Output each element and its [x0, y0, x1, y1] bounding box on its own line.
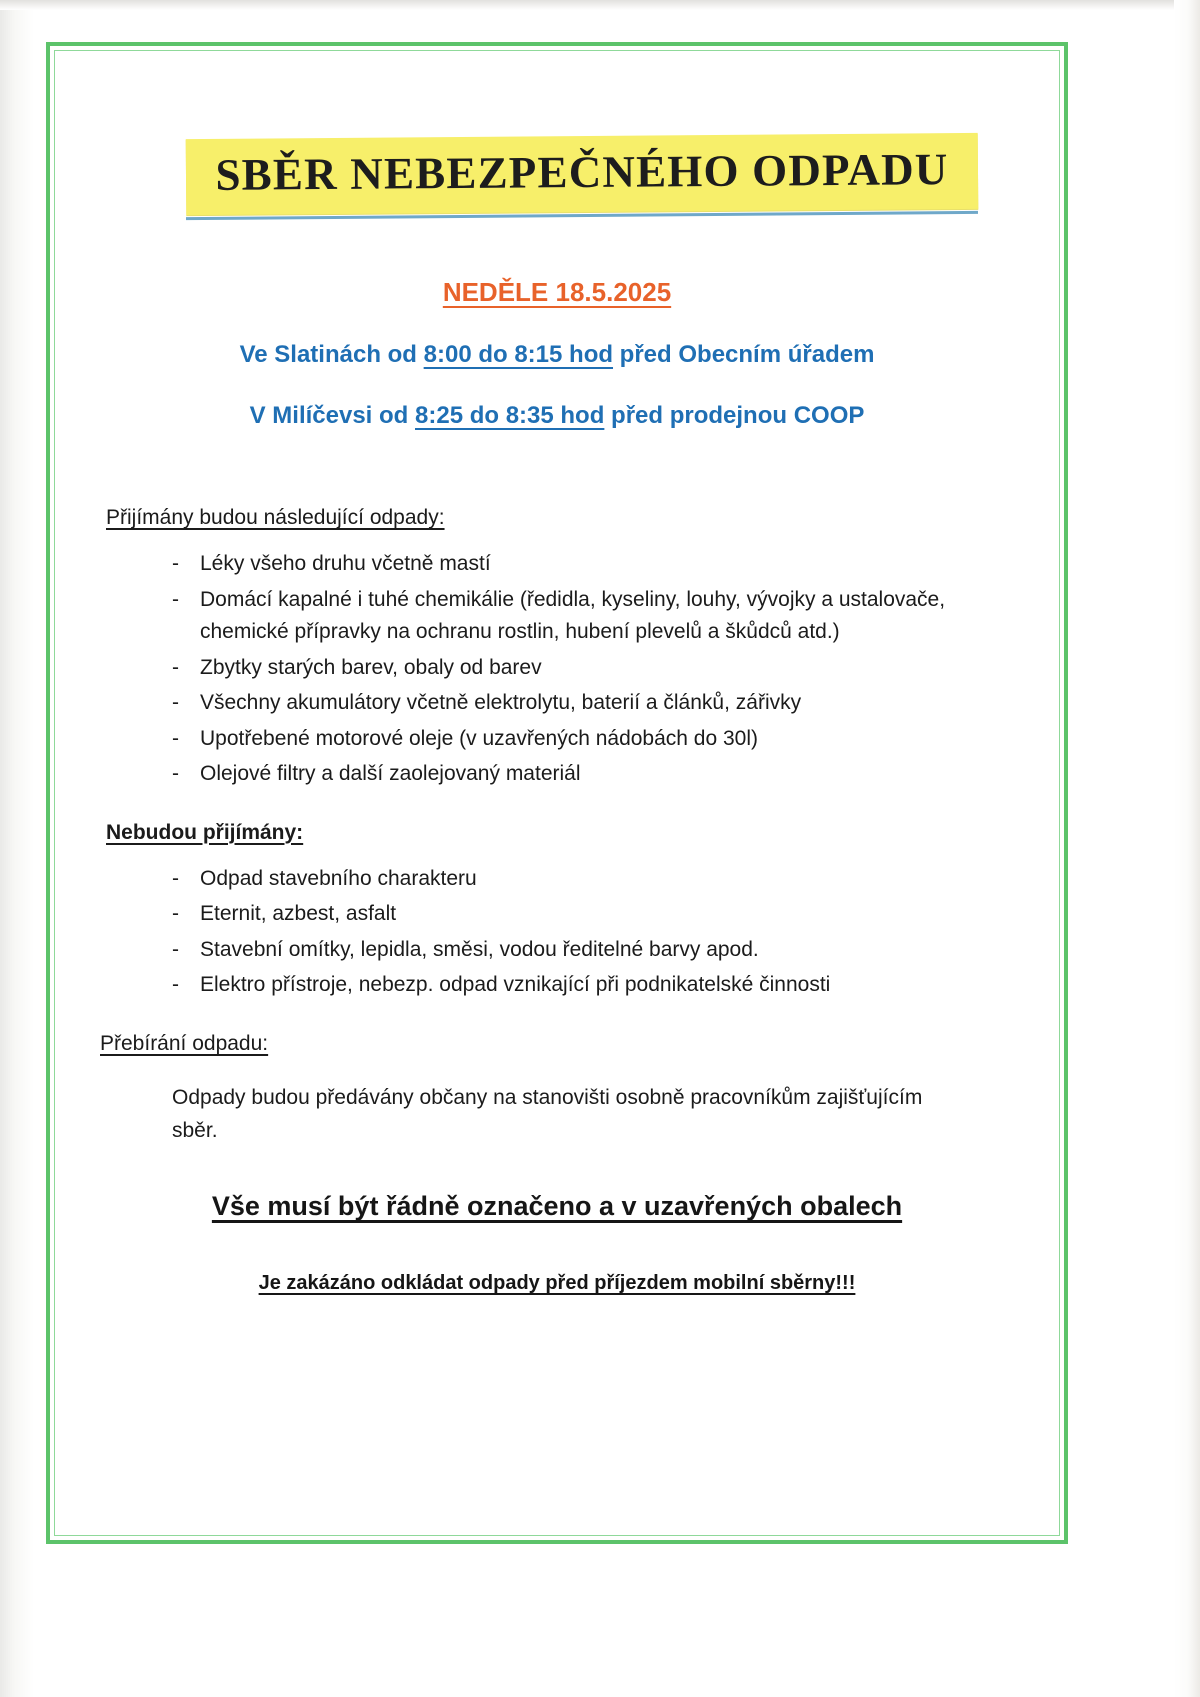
scan-top-edge-shadow — [0, 0, 1200, 10]
list-item: - Odpad stavebního charakteru — [172, 863, 974, 896]
title-highlight-band — [186, 133, 979, 215]
location-suffix: před Obecním úřadem — [613, 341, 875, 368]
location-prefix: Ve Slatinách od — [239, 341, 424, 368]
secondary-notice: Je zakázáno odkládat odpady před příjezdem mobilní sběrny!!! — [258, 1272, 856, 1295]
handover-heading-wrap — [100, 1032, 1014, 1056]
list-item: - Olejové filtry a další zaolejovaný materiál — [172, 758, 974, 791]
secondary-notice-row — [100, 1272, 1014, 1295]
accepted-heading-wrap — [106, 506, 1014, 530]
location-row-slatiny — [100, 341, 1014, 369]
rejected-waste-list — [100, 863, 1014, 1002]
page-title: SBĚR NEBEZPEČNÉHO ODPADU — [215, 144, 949, 200]
primary-notice-row — [100, 1191, 1014, 1222]
list-item: - Zbytky starých barev, obaly od barev — [172, 652, 974, 685]
accepted-waste-heading: Přijímány budou následující odpady: — [106, 506, 445, 529]
accepted-waste-list — [100, 548, 1014, 791]
location-time: 8:25 do 8:35 hod — [415, 402, 605, 429]
list-item: - Všechny akumulátory včetně elektrolytu, baterií a článků, zářivky — [172, 687, 974, 720]
primary-notice: Vše musí být řádně označeno a v uzavřených obalech — [211, 1191, 903, 1222]
list-item: - Domácí kapalné i tuhé chemikálie (ředidla, kyseliny, louhy, vývojky a ustalovače, chemické přípravky na ochranu rostlin, hubení plevelů a škůdců atd.) — [172, 584, 974, 649]
list-item: - Léky všeho druhu včetně mastí — [172, 548, 974, 581]
location-row-milicevsi — [100, 402, 1014, 430]
handover-heading: Přebírání odpadu: — [100, 1032, 269, 1056]
list-item: - Stavební omítky, lepidla, směsi, vodou ředitelné barvy apod. — [172, 934, 974, 967]
poster-content — [46, 42, 1068, 1544]
location-time: 8:00 do 8:15 hod — [423, 341, 614, 368]
list-item: - Elektro přístroje, nebezp. odpad vznikající při podnikatelské činnosti — [172, 969, 974, 1002]
list-item: - Upotřebené motorové oleje (v uzavřených nádobách do 30l) — [172, 723, 974, 756]
list-item: - Eternit, azbest, asfalt — [172, 898, 974, 931]
collection-date: NEDĚLE 18.5.2025 — [442, 277, 672, 307]
scan-right-edge-shadow — [1174, 0, 1200, 1697]
location-suffix: před prodejnou COOP — [604, 402, 865, 429]
rejected-heading-wrap — [106, 821, 1014, 845]
handover-paragraph: Odpady budou předávány občany na stanovišti osobně pracovníkům zajišťujícím sběr. — [172, 1086, 923, 1142]
location-prefix: V Milíčevsi od — [249, 402, 415, 429]
rejected-waste-heading: Nebudou přijímány: — [106, 820, 304, 844]
collection-date-row — [100, 277, 1014, 308]
